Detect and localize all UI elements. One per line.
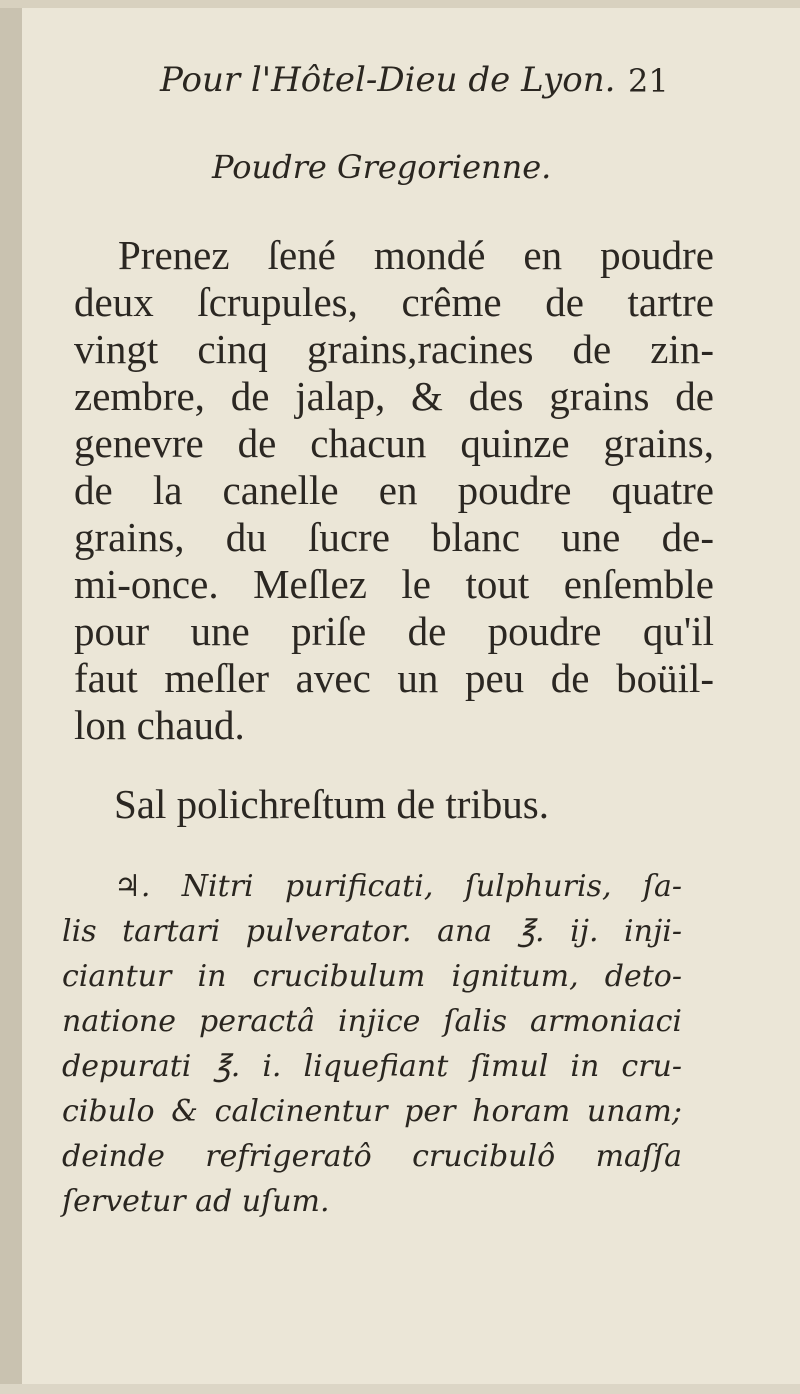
body-line: vingt cinq grains,racines de zin- (74, 326, 714, 372)
page-bottom-edge (0, 1384, 800, 1394)
body-line: faut meſler avec un peu de boüil- (74, 655, 714, 701)
body-line: deux ſcrupules, crême de tartre (74, 279, 714, 325)
recipe-body (62, 864, 682, 1224)
running-head (0, 60, 800, 110)
recipe-line: ſervetur ad uſum. (62, 1184, 330, 1219)
recipe-line: lis tartari pulverator. ana ℥. ij. inji- (62, 914, 682, 949)
body-line: mi-once. Meſlez le tout enſemble (74, 561, 714, 607)
recipe-line: cibulo & calcinentur per horam unam; (62, 1094, 682, 1129)
body-line: de la canelle en poudre quatre (74, 467, 714, 513)
page-spine-shadow (0, 0, 22, 1394)
recipe-line: depurati ℥. i. liquefiant ſimul in cru- (62, 1049, 682, 1084)
section-heading: Poudre Gregorienne. (212, 148, 552, 186)
body-line: lon chaud. (74, 702, 245, 748)
recipe-line: ♃. Nitri purificati, ſulphuris, ſa- (114, 869, 682, 904)
body-line: zembre, de jalap, & des grains de (74, 373, 714, 419)
body-line: genevre de chacun quinze grains, (74, 420, 714, 466)
page-number: 21 (628, 62, 669, 100)
body-line: Prenez ſené mondé en poudre (118, 232, 714, 278)
body-line: pour une priſe de poudre qu'il (74, 608, 714, 654)
recipe-line: natione peractâ injice ſalis armoniaci (62, 1004, 682, 1039)
section-body (74, 232, 714, 749)
page-top-edge (0, 0, 800, 8)
running-title: Pour l'Hôtel-Dieu de Lyon. (160, 60, 616, 100)
recipe-line: ciantur in crucibulum ignitum, deto- (62, 959, 682, 994)
recipe-line: deinde refrigeratô crucibulô maſſa (62, 1139, 682, 1174)
recipe-heading: Sal polichreſtum de tribus. (114, 781, 549, 827)
body-line: grains, du ſucre blanc une de- (74, 514, 714, 560)
